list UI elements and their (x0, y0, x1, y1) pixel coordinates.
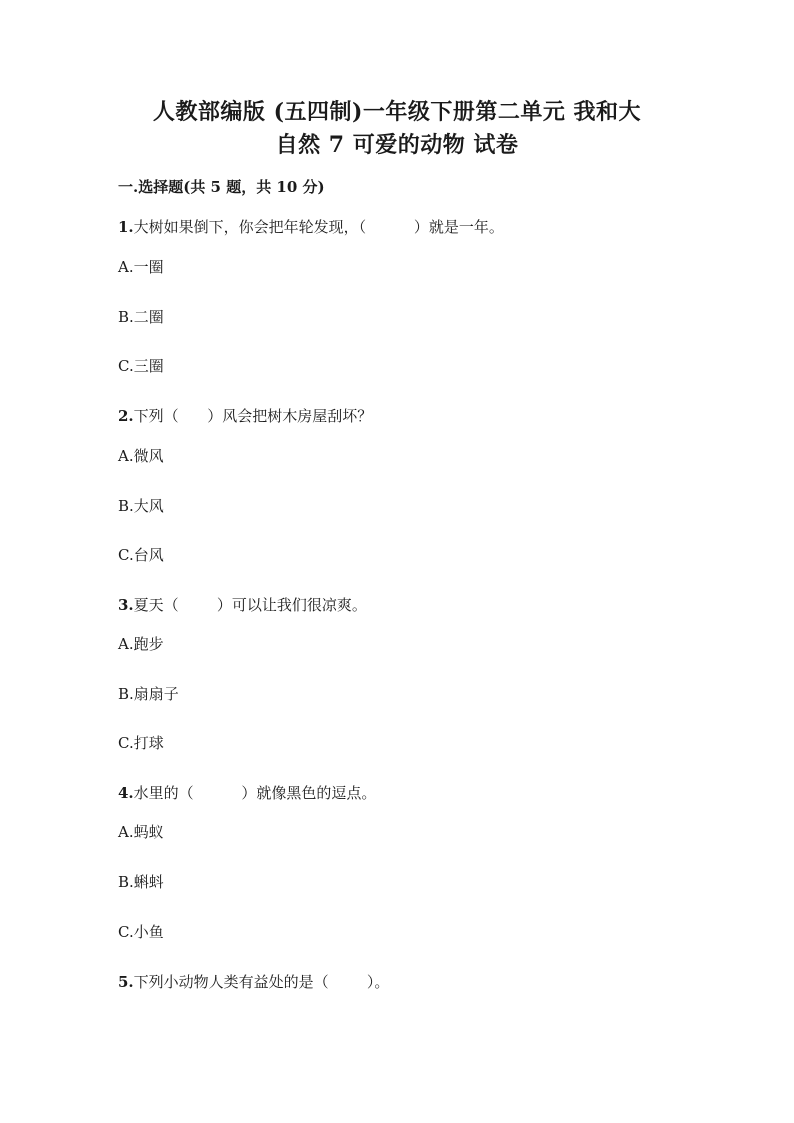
option-2a: A.微风 (118, 447, 164, 465)
question-4 (118, 783, 376, 803)
question-number: 3. (118, 596, 134, 614)
page-title-line-2: 自然 7 可爱的动物 试卷 (275, 132, 519, 158)
question-number: 5. (118, 973, 134, 991)
question-text: 下列小动物人类有益处的是（ ）。 (133, 973, 390, 991)
option-1b: B.二圈 (118, 308, 164, 326)
question-text: 大树如果倒下，你会把年轮发现，（ ）就是一年。 (133, 218, 504, 236)
option-4c: C.小鱼 (118, 923, 164, 941)
question-text: 下列（ ）风会把树木房屋刮坏？ (133, 407, 373, 425)
question-5 (118, 972, 389, 992)
question-1 (118, 217, 504, 237)
section-heading: 一.选择题(共 5 题，共 10 分) (118, 178, 325, 196)
option-2b: B.大风 (118, 497, 164, 515)
page-title-line-1: 人教部编版 (五四制)一年级下册第二单元 我和大 (152, 99, 642, 125)
option-3b: B.扇扇子 (118, 685, 179, 703)
option-2c: C.台风 (118, 546, 164, 564)
question-3 (118, 595, 367, 615)
option-1a: A.一圈 (118, 258, 164, 276)
option-4b: B.蝌蚪 (118, 873, 164, 891)
option-4a: A.蚂蚁 (118, 823, 164, 841)
option-3c: C.打球 (118, 734, 164, 752)
question-number: 4. (118, 784, 134, 802)
option-3a: A.跑步 (118, 635, 164, 653)
question-2 (118, 406, 372, 426)
question-text: 夏天（ ）可以让我们很凉爽。 (133, 596, 367, 614)
option-1c: C.三圈 (118, 357, 164, 375)
question-text: 水里的（ ）就像黑色的逗点。 (133, 784, 377, 802)
question-number: 2. (118, 407, 134, 425)
question-number: 1. (118, 218, 134, 236)
